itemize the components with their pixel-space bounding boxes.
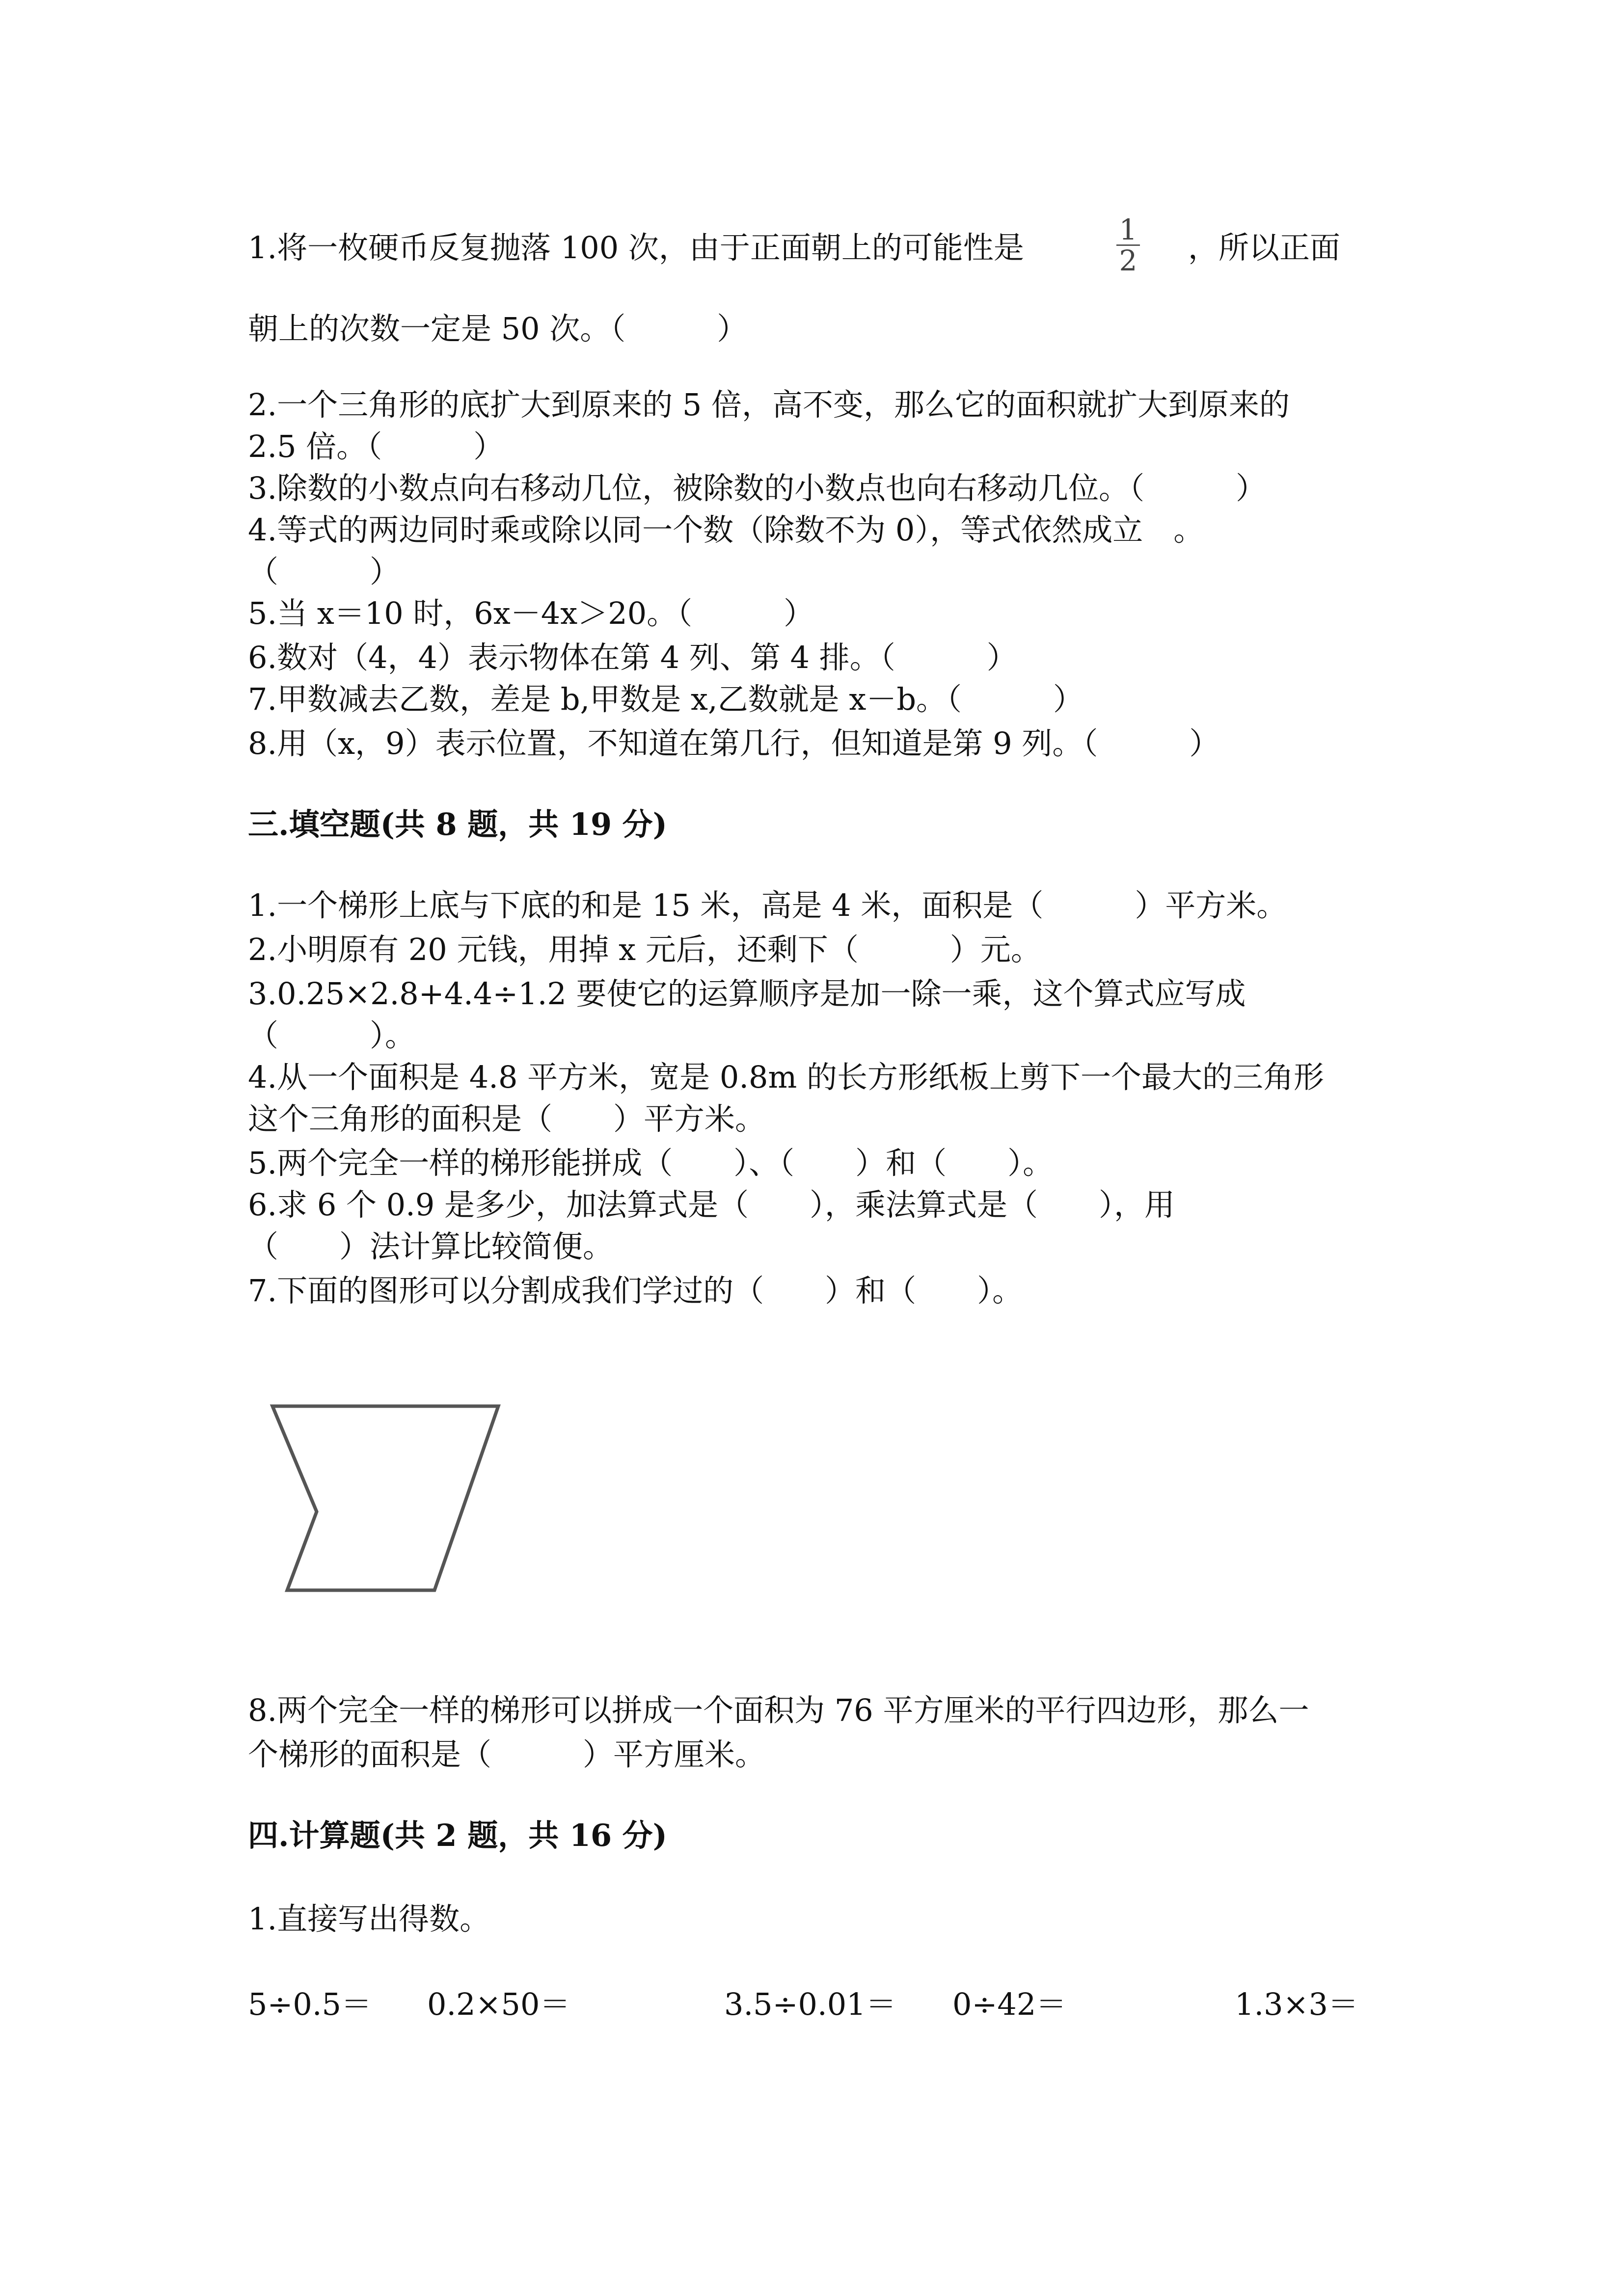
judge-q8-text: 8.用（x，9）表示位置，不知道在第几行，但知道是第 9 列。（ ） (248, 725, 1220, 761)
polygon-shape (272, 1406, 498, 1590)
fraction-numerator: 1 (1119, 213, 1137, 246)
judge-q5-text: 5.当 x＝10 时，6x－4x＞20。（ ） (248, 595, 814, 631)
judge-q4-text-a: 4.等式的两边同时乘或除以同一个数（除数不为 0），等式依然成立 。 (248, 512, 1204, 548)
calc-item-5: 1.3×3＝ (1235, 1986, 1358, 2022)
fill-q6-text-b: （ ）法计算比较简便。 (248, 1228, 614, 1264)
judge-q3-text: 3.除数的小数点向右移动几位，被除数的小数点也向右移动几位。（ ） (248, 470, 1267, 506)
fraction-denominator: 2 (1119, 244, 1137, 277)
calc-item-2: 0.2×50＝ (427, 1986, 570, 2022)
calc-item-3: 3.5÷0.01＝ (724, 1986, 896, 2022)
fill-q5-text: 5.两个完全一样的梯形能拼成（ ）、（ ）和（ ）。 (248, 1145, 1054, 1181)
fraction-one-half (1113, 213, 1143, 277)
calc-section-heading: 四.计算题(共 2 题，共 16 分) (248, 1817, 668, 1853)
judge-q1-text-b: ，所以正面 (1188, 230, 1341, 266)
fill-q3-text-b: （ ）。 (248, 1017, 416, 1053)
calc-item-4: 0÷42＝ (952, 1986, 1067, 2022)
fill-q1-text: 1.一个梯形上底与下底的和是 15 米，高是 4 米，面积是（ ）平方米。 (248, 887, 1287, 923)
judge-q7-text: 7.甲数减去乙数，差是 b,甲数是 x,乙数就是 x－b。（ ） (248, 681, 1084, 717)
fill-q8-text-a: 8.两个完全一样的梯形可以拼成一个面积为 76 平方厘米的平行四边形，那么一 (248, 1692, 1309, 1728)
polygon-figure (265, 1394, 511, 1600)
judge-q1-text-a: 1.将一枚硬币反复抛落 100 次，由于正面朝上的可能性是 (248, 230, 1024, 266)
judge-q1-text-c: 朝上的次数一定是 50 次。（ ） (248, 311, 748, 347)
fill-q7-text: 7.下面的图形可以分割成我们学过的（ ）和（ ）。 (248, 1273, 1023, 1308)
fill-q2-text: 2.小明原有 20 元钱，用掉 x 元后，还剩下（ ）元。 (248, 932, 1041, 967)
fill-q3-text-a: 3.0.25×2.8+4.4÷1.2 要使它的运算顺序是加一除一乘，这个算式应写成 (248, 976, 1246, 1012)
fill-section-heading: 三.填空题(共 8 题，共 19 分) (248, 806, 668, 842)
fill-q4-text-a: 4.从一个面积是 4.8 平方米，宽是 0.8m 的长方形纸板上剪下一个最大的三角形 (248, 1059, 1324, 1095)
judge-q6-text: 6.数对（4，4）表示物体在第 4 列、第 4 排。（ ） (248, 640, 1017, 675)
fill-q6-text-a: 6.求 6 个 0.9 是多少，加法算式是（ ），乘法算式是（ ），用 (248, 1187, 1175, 1223)
calc-item-1: 5÷0.5＝ (248, 1986, 372, 2022)
judge-q4-text-b: （ ） (248, 554, 401, 589)
judge-q2-text-b: 2.5 倍。（ ） (248, 428, 504, 464)
fill-q4-text-b: 这个三角形的面积是（ ）平方米。 (248, 1101, 766, 1137)
fill-q8-text-b: 个梯形的面积是（ ）平方厘米。 (248, 1736, 766, 1772)
judge-q2-text-a: 2.一个三角形的底扩大到原来的 5 倍，高不变，那么它的面积就扩大到原来的 (248, 387, 1290, 423)
calc-q1-text: 1.直接写出得数。 (248, 1901, 490, 1937)
